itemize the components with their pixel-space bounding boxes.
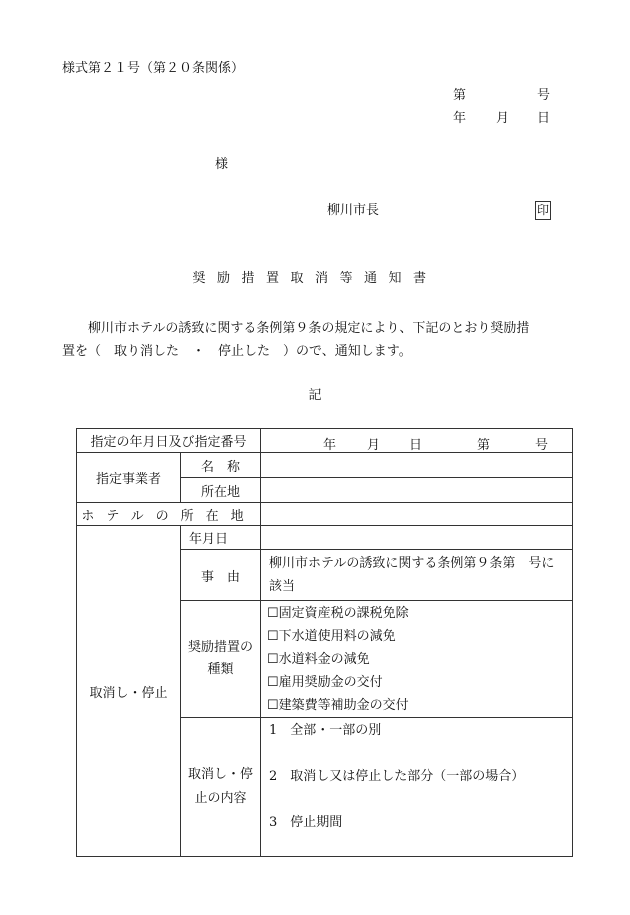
date-year: 年 — [453, 111, 467, 126]
designation-value — [261, 429, 573, 453]
type-item-sewer: ☐下水道使用料の減免 — [267, 628, 396, 644]
content-list — [261, 718, 573, 857]
reason-text: 柳川市ホテルの誘致に関する条例第９条第 号に該当 — [261, 550, 573, 601]
content-item-period: 3 停止期間 — [269, 815, 343, 830]
type-item-employment: ☐雇用奨励金の交付 — [267, 674, 383, 690]
table-row — [77, 429, 573, 453]
hotel-location-label: ホテルの所在地 — [77, 503, 261, 526]
date-month: 月 — [496, 111, 510, 126]
ki-heading: 記 — [308, 388, 322, 403]
reason-label: 事 由 — [181, 550, 261, 601]
number-dai: 第 — [453, 88, 467, 103]
hotel-location-value — [261, 503, 573, 526]
table-row — [77, 453, 573, 478]
content-item-part: 2 取消し又は停止した部分（一部の場合） — [269, 769, 525, 784]
content-label: 取消し・停止の内容 — [181, 718, 261, 857]
type-item-property-tax: ☐固定資産税の課税免除 — [267, 605, 409, 621]
issuer: 柳川市長 — [327, 203, 380, 218]
content-item-scope: 1 全部・一部の別 — [269, 723, 382, 738]
row1-month: 月 — [367, 438, 381, 453]
row1-go: 号 — [535, 438, 549, 453]
body-line-1: 柳川市ホテルの誘致に関する条例第９条の規定により、下記のとおり奨励措 — [88, 321, 530, 336]
form-number: 様式第２１号（第２０条関係） — [62, 61, 245, 76]
designation-label: 指定の年月日及び指定番号 — [77, 429, 261, 453]
row1-dai: 第 — [477, 438, 491, 453]
row1-year: 年 — [323, 438, 337, 453]
seal-mark: 印 — [535, 201, 551, 220]
date-day: 日 — [537, 111, 551, 126]
operator-label: 指定事業者 — [77, 453, 181, 503]
row1-day: 日 — [409, 438, 423, 453]
cancel-label: 取消し・停止 — [77, 526, 181, 857]
date-label: 年月日 — [181, 526, 261, 550]
name-value — [261, 453, 573, 478]
document-title: 奨励措置取消等通知書 — [192, 271, 438, 286]
table-row — [77, 503, 573, 526]
body-line-2: 置を（ 取り消した ・ 停止した ）ので、通知します。 — [62, 344, 412, 359]
addressee-suffix: 様 — [215, 157, 229, 172]
address-value — [261, 478, 573, 503]
table-row — [77, 526, 573, 550]
date-value — [261, 526, 573, 550]
type-item-water: ☐水道料金の減免 — [267, 651, 370, 667]
address-label: 所在地 — [181, 478, 261, 503]
notice-table — [76, 428, 573, 857]
type-list — [261, 601, 573, 718]
number-go: 号 — [537, 88, 551, 103]
name-label: 名 称 — [181, 453, 261, 478]
type-label: 奨励措置の種類 — [181, 601, 261, 718]
type-item-construction: ☐建築費等補助金の交付 — [267, 697, 409, 713]
